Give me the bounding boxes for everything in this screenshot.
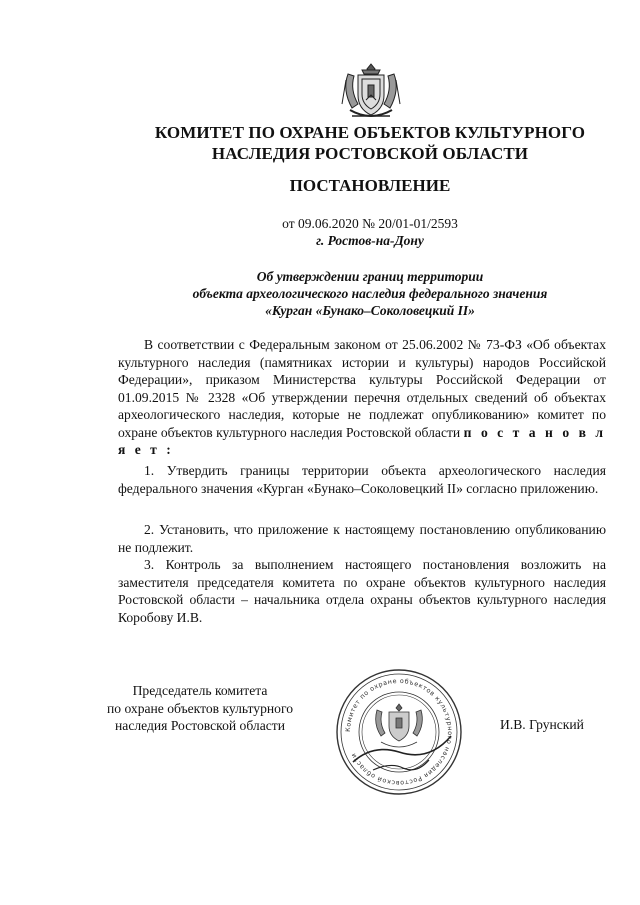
committee-name-line2: НАСЛЕДИЯ РОСТОВСКОЙ ОБЛАСТИ: [211, 144, 529, 163]
committee-name-line1: КОМИТЕТ ПО ОХРАНЕ ОБЪЕКТОВ КУЛЬТУРНОГО: [154, 123, 586, 142]
resolution-item-3: 3. Контроль за выполнением настоящего постановления возложить на заместителя председателя комитета по охране объектов культурного наследия Ростовской области – начальника отдела охраны объектов культурного наследия Коробову И.В.: [118, 557, 606, 625]
position-line2: по охране объектов культурного: [106, 700, 294, 716]
preamble-text: В соответствии с Федеральным законом от 25.06.2002 № 73-ФЗ «Об объектах культурного наследия (памятниках истории и культуры) народов Российской Федерации», приказом Министерства культуры Российской Федерации от 01.09.2015 № 2328 «Об утверждении перечня отдельных сведений об объектах археологического наследия, которые не подлежат опубликованию» комитет по охране объектов культурного наследия Ростовской области: [118, 337, 606, 440]
city: г. Ростов-на-Дону: [316, 233, 424, 248]
date-number: от 09.06.2020 № 20/01-01/2593: [282, 216, 458, 231]
seal-text: Комитет по охране объектов культурного наследия Ростовской области: [343, 676, 455, 788]
document-subject: [100, 268, 640, 319]
signatory-name: И.В. Грунский: [500, 717, 584, 732]
resolution-item-2: 2. Установить, что приложение к настоящему постановлению опубликованию не подлежит.: [118, 522, 606, 555]
position-line3: наследия Ростовской области: [115, 718, 285, 733]
resolves-word: п о с т а н о в л я е т :: [118, 424, 606, 457]
preamble-paragraph: [118, 336, 606, 459]
resolution-item-1: 1. Утвердить границы территории объекта археологического наследия федерального значения «Курган «Бунако–Соколовецкий II» согласно приложению.: [118, 463, 606, 496]
subject-line3: «Курган «Бунако–Соколовецкий II»: [265, 303, 475, 318]
position-line1: Председатель комитета: [132, 683, 268, 698]
subject-line1: Об утверждении границ территории: [256, 269, 484, 284]
rostov-coat-of-arms-icon: [338, 60, 404, 126]
official-seal-icon: [333, 666, 465, 798]
document-type: ПОСТАНОВЛЕНИЕ: [289, 176, 451, 195]
subject-line2: объекта археологического наследия федерального значения: [192, 286, 548, 301]
signatory-position: [80, 682, 320, 735]
